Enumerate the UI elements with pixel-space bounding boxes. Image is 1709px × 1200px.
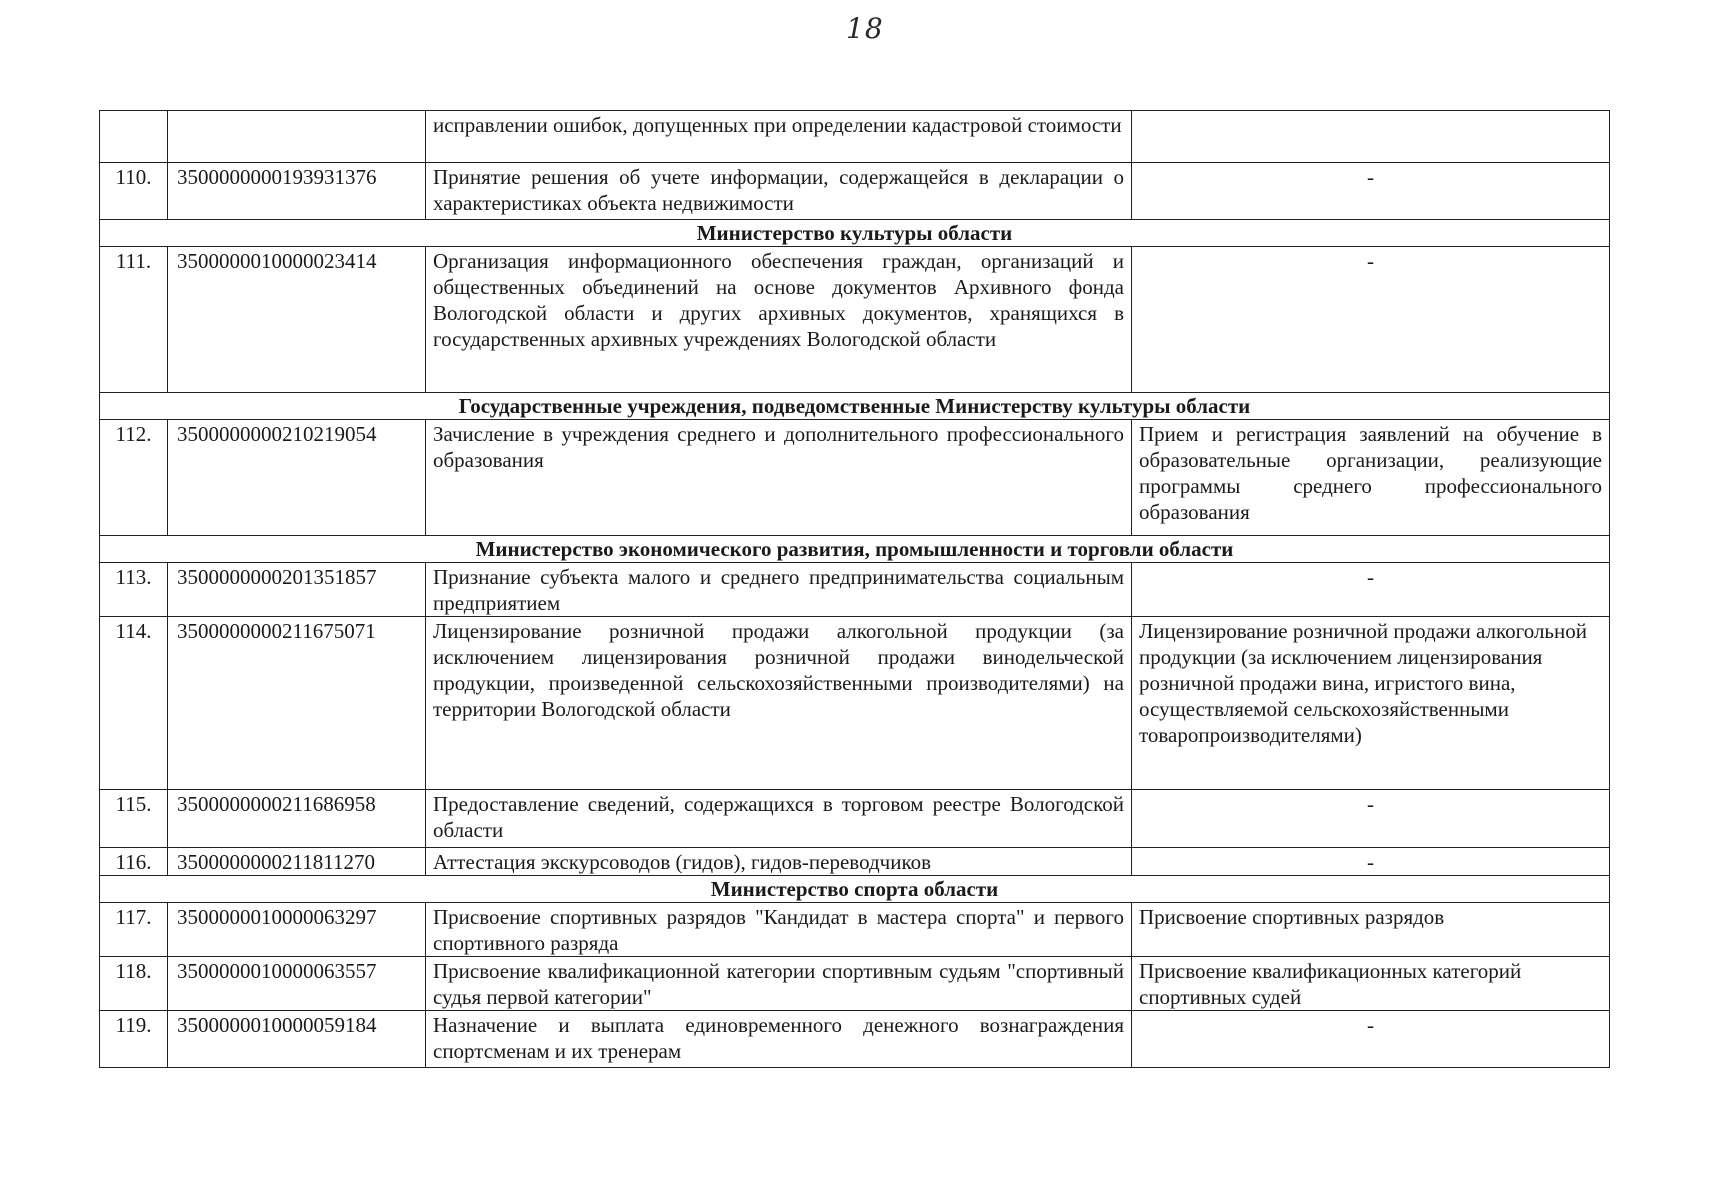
section-header: Министерство экономического развития, промышленности и торговли области <box>100 536 1610 563</box>
table-row <box>100 1011 1610 1068</box>
row-number <box>100 111 168 163</box>
table-row <box>100 247 1610 393</box>
service-code: 3500000010000063557 <box>168 957 426 1011</box>
row-number: 111. <box>100 247 168 393</box>
row-number: 110. <box>100 163 168 220</box>
service-name: исправлении ошибок, допущенных при определении кадастровой стоимости <box>426 111 1132 163</box>
table-row <box>100 163 1610 220</box>
related-service: - <box>1132 1011 1610 1068</box>
table-row <box>100 420 1610 536</box>
related-service: - <box>1132 563 1610 617</box>
service-code: 3500000000211675071 <box>168 617 426 790</box>
service-name: Присвоение спортивных разрядов "Кандидат в мастера спорта" и первого спортивного разряда <box>426 903 1132 957</box>
service-name: Присвоение квалификационной категории спортивным судьям "спортивный судья первой категории" <box>426 957 1132 1011</box>
page-number: 18 <box>846 12 884 45</box>
related-service: Присвоение спортивных разрядов <box>1132 903 1610 957</box>
section-header-row <box>100 393 1610 420</box>
service-code: 3500000000211811270 <box>168 848 426 876</box>
service-name: Лицензирование розничной продажи алкогольной продукции (за исключением лицензирования розничной продажи винодельческой продукции, произведенной сельскохозяйственными производителями) на территории Вологодской области <box>426 617 1132 790</box>
related-service <box>1132 111 1610 163</box>
section-header-row <box>100 220 1610 247</box>
related-service: Прием и регистрация заявлений на обучение в образовательные организации, реализующие программы среднего профессионального образования <box>1132 420 1610 536</box>
related-service: Лицензирование розничной продажи алкогольной продукции (за исключением лицензирования розничной продажи вина, игристого вина, осуществляемой сельскохозяйственными товаропроизводителями) <box>1132 617 1610 790</box>
related-service: - <box>1132 848 1610 876</box>
service-name: Организация информационного обеспечения граждан, организаций и общественных объединений на основе документов Архивного фонда Вологодской области и других архивных документов, хранящихся в государственных архивных учреждениях Вологодской области <box>426 247 1132 393</box>
service-name: Признание субъекта малого и среднего предпринимательства социальным предприятием <box>426 563 1132 617</box>
row-number: 114. <box>100 617 168 790</box>
table-row <box>100 957 1610 1011</box>
row-number: 115. <box>100 790 168 848</box>
row-number: 118. <box>100 957 168 1011</box>
table-row <box>100 903 1610 957</box>
service-name: Принятие решения об учете информации, содержащейся в декларации о характеристиках объекта недвижимости <box>426 163 1132 220</box>
table-row <box>100 617 1610 790</box>
section-header-row <box>100 536 1610 563</box>
service-code: 3500000010000059184 <box>168 1011 426 1068</box>
service-code: 3500000000193931376 <box>168 163 426 220</box>
service-code <box>168 111 426 163</box>
row-number: 119. <box>100 1011 168 1068</box>
service-code: 3500000010000023414 <box>168 247 426 393</box>
row-number: 113. <box>100 563 168 617</box>
section-header: Государственные учреждения, подведомственные Министерству культуры области <box>100 393 1610 420</box>
section-header-row <box>100 876 1610 903</box>
related-service: - <box>1132 247 1610 393</box>
section-header: Министерство спорта области <box>100 876 1610 903</box>
table-row <box>100 111 1610 163</box>
service-name: Предоставление сведений, содержащихся в торговом реестре Вологодской области <box>426 790 1132 848</box>
registry-body <box>100 111 1610 1068</box>
service-name: Аттестация экскурсоводов (гидов), гидов-переводчиков <box>426 848 1132 876</box>
service-code: 3500000010000063297 <box>168 903 426 957</box>
services-registry-table <box>99 110 1610 1068</box>
related-service: - <box>1132 790 1610 848</box>
related-service: Присвоение квалификационных категорий спортивных судей <box>1132 957 1610 1011</box>
table-row <box>100 848 1610 876</box>
service-name: Зачисление в учреждения среднего и дополнительного профессионального образования <box>426 420 1132 536</box>
row-number: 112. <box>100 420 168 536</box>
service-code: 3500000000211686958 <box>168 790 426 848</box>
table-row <box>100 790 1610 848</box>
service-code: 3500000000201351857 <box>168 563 426 617</box>
row-number: 117. <box>100 903 168 957</box>
section-header: Министерство культуры области <box>100 220 1610 247</box>
related-service: - <box>1132 163 1610 220</box>
table-row <box>100 563 1610 617</box>
service-name: Назначение и выплата единовременного денежного вознаграждения спортсменам и их тренерам <box>426 1011 1132 1068</box>
service-code: 3500000000210219054 <box>168 420 426 536</box>
row-number: 116. <box>100 848 168 876</box>
